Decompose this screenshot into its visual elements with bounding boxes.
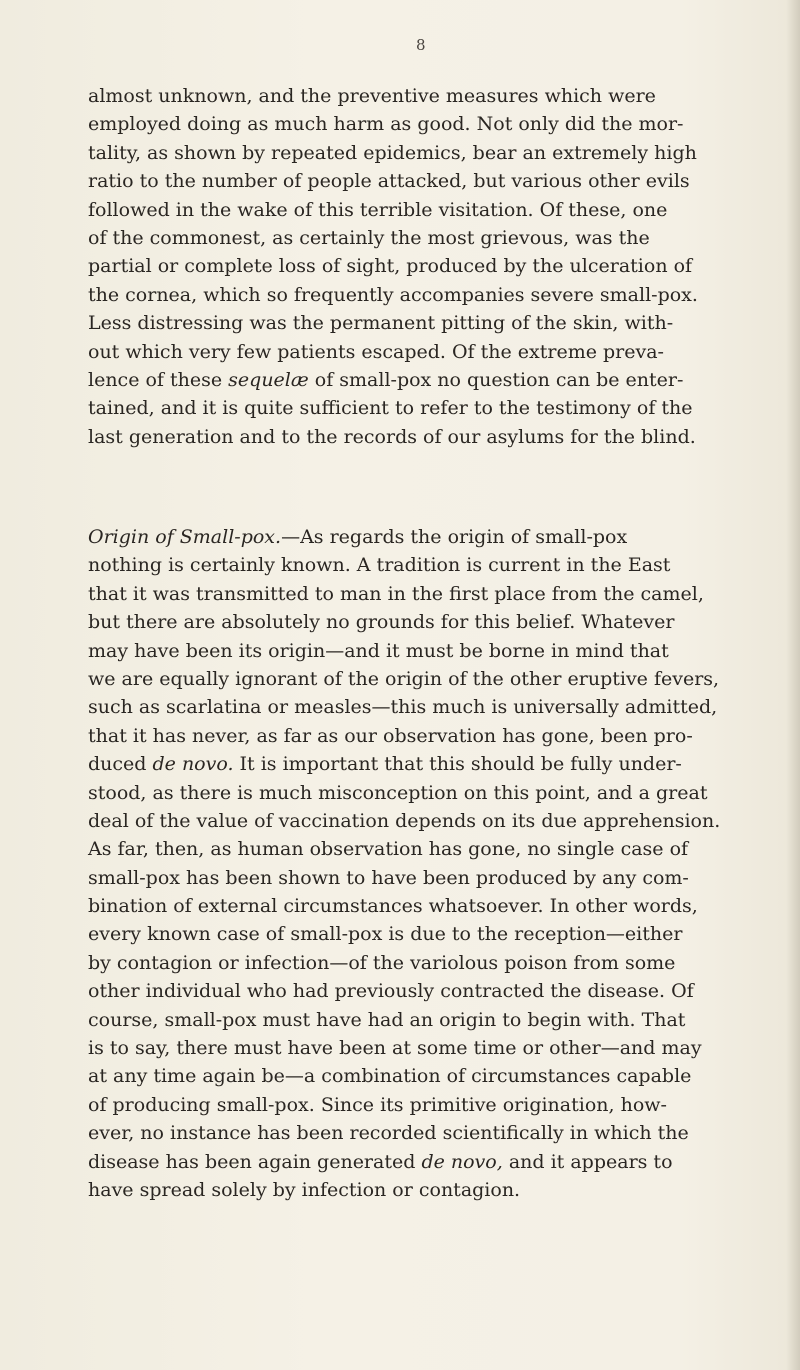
text-line: out which very few patients escaped. Of the extreme preva- [88,340,664,363]
text-line [88,523,794,551]
text-line [88,750,794,778]
text-line: by contagion or infection—of the variolous poison from some [88,951,676,974]
text-line: every known case of small-pox is due to the reception—either [88,923,683,946]
text-segment: duced [88,753,153,776]
text-line [88,366,794,394]
text-line: stood, as there is much misconception on this point, and a great [88,781,708,804]
italic-term: de novo. [152,753,234,776]
text-line: bination of external circumstances whatsoever. In other words, [88,895,698,918]
text-line: have spread solely by infection or contagion. [88,1178,521,1201]
text-line: deal of the value of vaccination depends on its due apprehension. [88,809,721,832]
paragraph-two [88,523,794,1204]
text-segment: of small-pox no question can be enter- [308,368,684,391]
text-line: other individual who had previously contracted the disease. Of [88,980,694,1003]
paragraph-one [88,82,794,451]
text-line: nothing is certainly known. A tradition is current in the East [88,554,671,577]
text-line: we are equally ignorant of the origin of the other eruptive fevers, [88,667,720,690]
text-line: such as scarlatina or measles—this much is universally admitted, [88,696,718,719]
text-line: tained, and it is quite sufficient to refer to the testimony of the [88,397,693,420]
text-line [88,1148,794,1176]
text-line: the cornea, which so frequently accompanies severe small-pox. [88,283,698,306]
text-line: Less distressing was the permanent pitting of the skin, with- [88,312,674,335]
text-line: that it has never, as far as our observation has gone, been pro- [88,724,693,747]
text-line: course, small-pox must have had an origin to begin with. That [88,1008,686,1031]
text-segment: lence of these [88,368,229,391]
text-line: partial or complete loss of sight, produced by the ulceration of [88,255,693,278]
text-segment: —As regards the origin of small-pox [281,526,628,548]
page-number: 8 [416,36,426,54]
text-line: ratio to the number of people attacked, but various other evils [88,170,690,193]
text-line: ever, no instance has been recorded scientifically in which the [88,1122,689,1145]
text-line: of the commonest, as certainly the most grievous, was the [88,226,650,249]
text-line: small-pox has been shown to have been produced by any com- [88,866,689,889]
text-segment: disease has been again generated [88,1150,422,1173]
italic-term: de novo, [421,1150,503,1173]
text-segment: It is important that this should be fully under- [233,753,682,776]
text-line: but there are absolutely no grounds for this belief. Whatever [88,611,675,634]
text-line: followed in the wake of this terrible visitation. Of these, one [88,198,668,221]
text-line: of producing small-pox. Since its primitive origination, how- [88,1093,667,1116]
text-segment: and it appears to [502,1150,673,1173]
italic-term: sequelæ [228,368,309,391]
text-line: tality, as shown by repeated epidemics, bear an extremely high [88,141,697,164]
text-line: at any time again be—a combination of circumstances capable [88,1065,692,1088]
text-line: employed doing as much harm as good. Not only did the mor- [88,113,684,136]
text-line: As far, then, as human observation has gone, no single case of [88,838,689,861]
text-line: almost unknown, and the preventive measures which were [88,85,656,107]
text-line: that it was transmitted to man in the first place from the camel, [88,582,704,605]
section-heading: Origin of Small-pox. [88,526,282,548]
text-line: last generation and to the records of our asylums for the blind. [88,425,696,448]
text-line: may have been its origin—and it must be borne in mind that [88,639,669,662]
text-line: is to say, there must have been at some time or other—and may [88,1037,702,1060]
